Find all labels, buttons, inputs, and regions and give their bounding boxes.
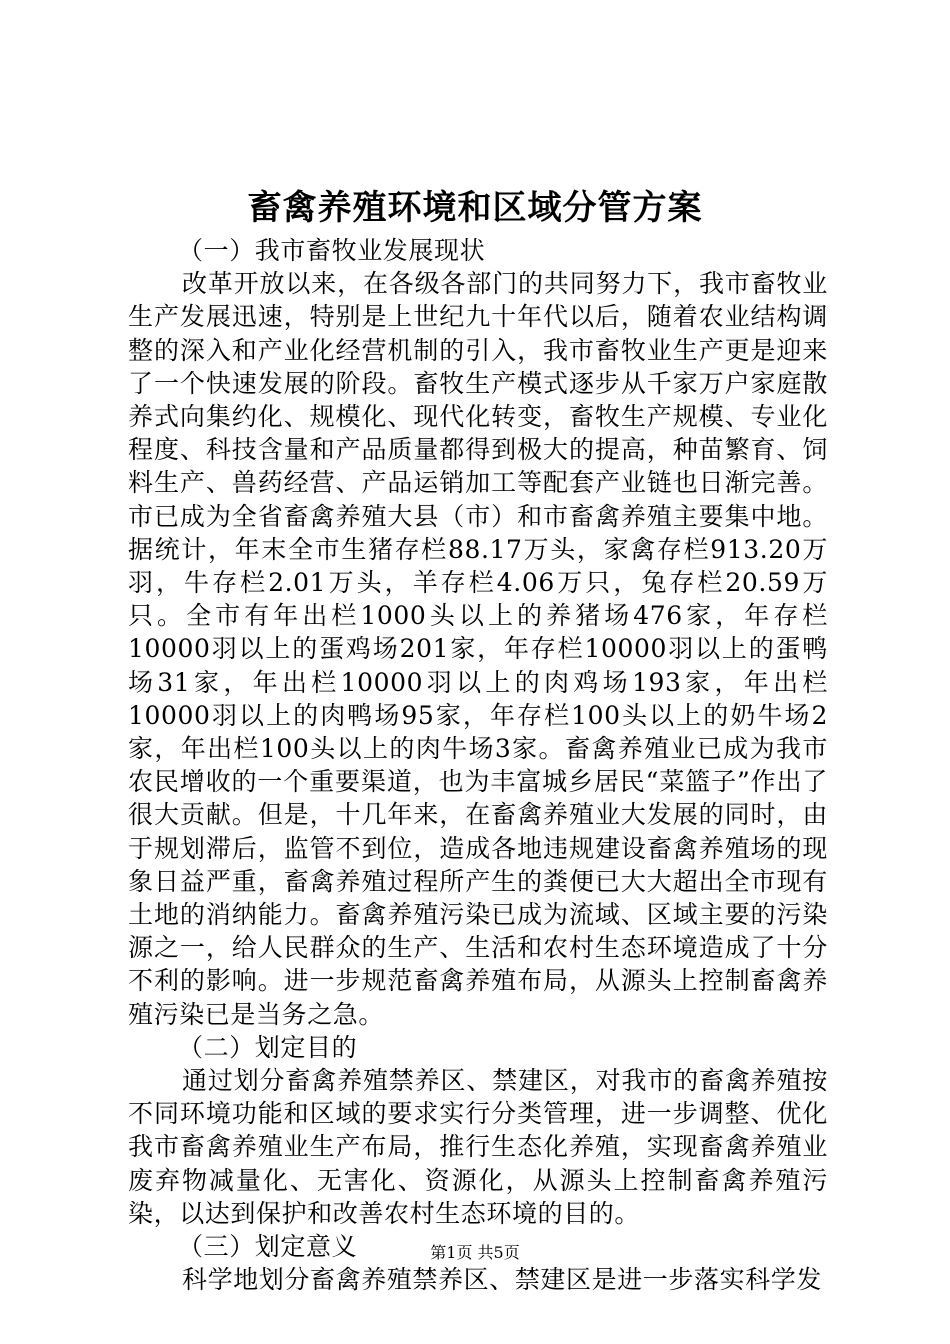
section-1-paragraph: 改革开放以来，在各级各部门的共同努力下，我市畜牧业生产发展迅速，特别是上世纪九十年代以后，随着农业结构调整的深入和产业化经营机制的引入，我市畜牧业生产更是迎来了一个快速发展的阶段。畜牧生产模式逐步从千家万户家庭散养式向集约化、规模化、现代化转变，畜牧生产规模、专业化程度、科技含量和产品质量都得到极大的提高，种苗繁育、饲料生产、兽药经营、产品运销加工等配套产业链也日渐完善。市已成为全省畜禽养殖大县（市）和市畜禽养殖主要集中地。据统计，年末全市生猪存栏88.17万头，家禽存栏913.20万羽，牛存栏2.01万头，羊存栏4.06万只，兔存栏20.59万只。全市有年出栏1000头以上的养猪场476家，年存栏10000羽以上的蛋鸡场201家，年存栏10000羽以上的蛋鸭场31家，年出栏10000羽以上的肉鸡场193家，年出栏10000羽以上的肉鸭场95家，年存栏100头以上的奶牛场2家，年出栏100头以上的肉牛场3家。畜禽养殖业已成为我市农民增收的一个重要渠道，也为丰富城乡居民“菜篮子”作出了很大贡献。但是，十几年来，在畜禽养殖业大发展的同时，由于规划滞后，监管不到位，造成各地违规建设畜禽养殖场的现象日益严重，畜禽养殖过程所产生的粪便已大大超出全市现有土地的消纳能力。畜禽养殖污染已成为流域、区域主要的污染源之一，给人民群众的生产、生活和农村生态环境造成了十分不利的影响。进一步规范畜禽养殖布局，从源头上控制畜禽养殖污染已是当务之急。	[128, 269, 828, 1029]
document-body	[128, 234, 828, 1297]
page-title: 畜禽养殖环境和区域分管方案	[247, 188, 703, 228]
section-2-paragraph: 通过划分畜禽养殖禁养区、禁建区，对我市的畜禽养殖按不同环境功能和区域的要求实行分类管理，进一步调整、优化我市畜禽养殖业生产布局，推行生态化养殖，实现畜禽养殖业废弃物减量化、无害化、资源化，从源头上控制畜禽养殖污染，以达到保护和改善农村生态环境的目的。	[128, 1066, 828, 1228]
section-3-heading: （三）划定意义	[178, 1232, 358, 1262]
section-3-paragraph: 科学地划分畜禽养殖禁养区、禁建区是进一步落实科学发	[182, 1265, 823, 1295]
section-2-heading: （二）划定目的	[178, 1032, 358, 1062]
page-number-footer: 第1页 共5页	[430, 1243, 520, 1262]
section-1-heading: （一）我市畜牧业发展现状	[178, 236, 486, 265]
